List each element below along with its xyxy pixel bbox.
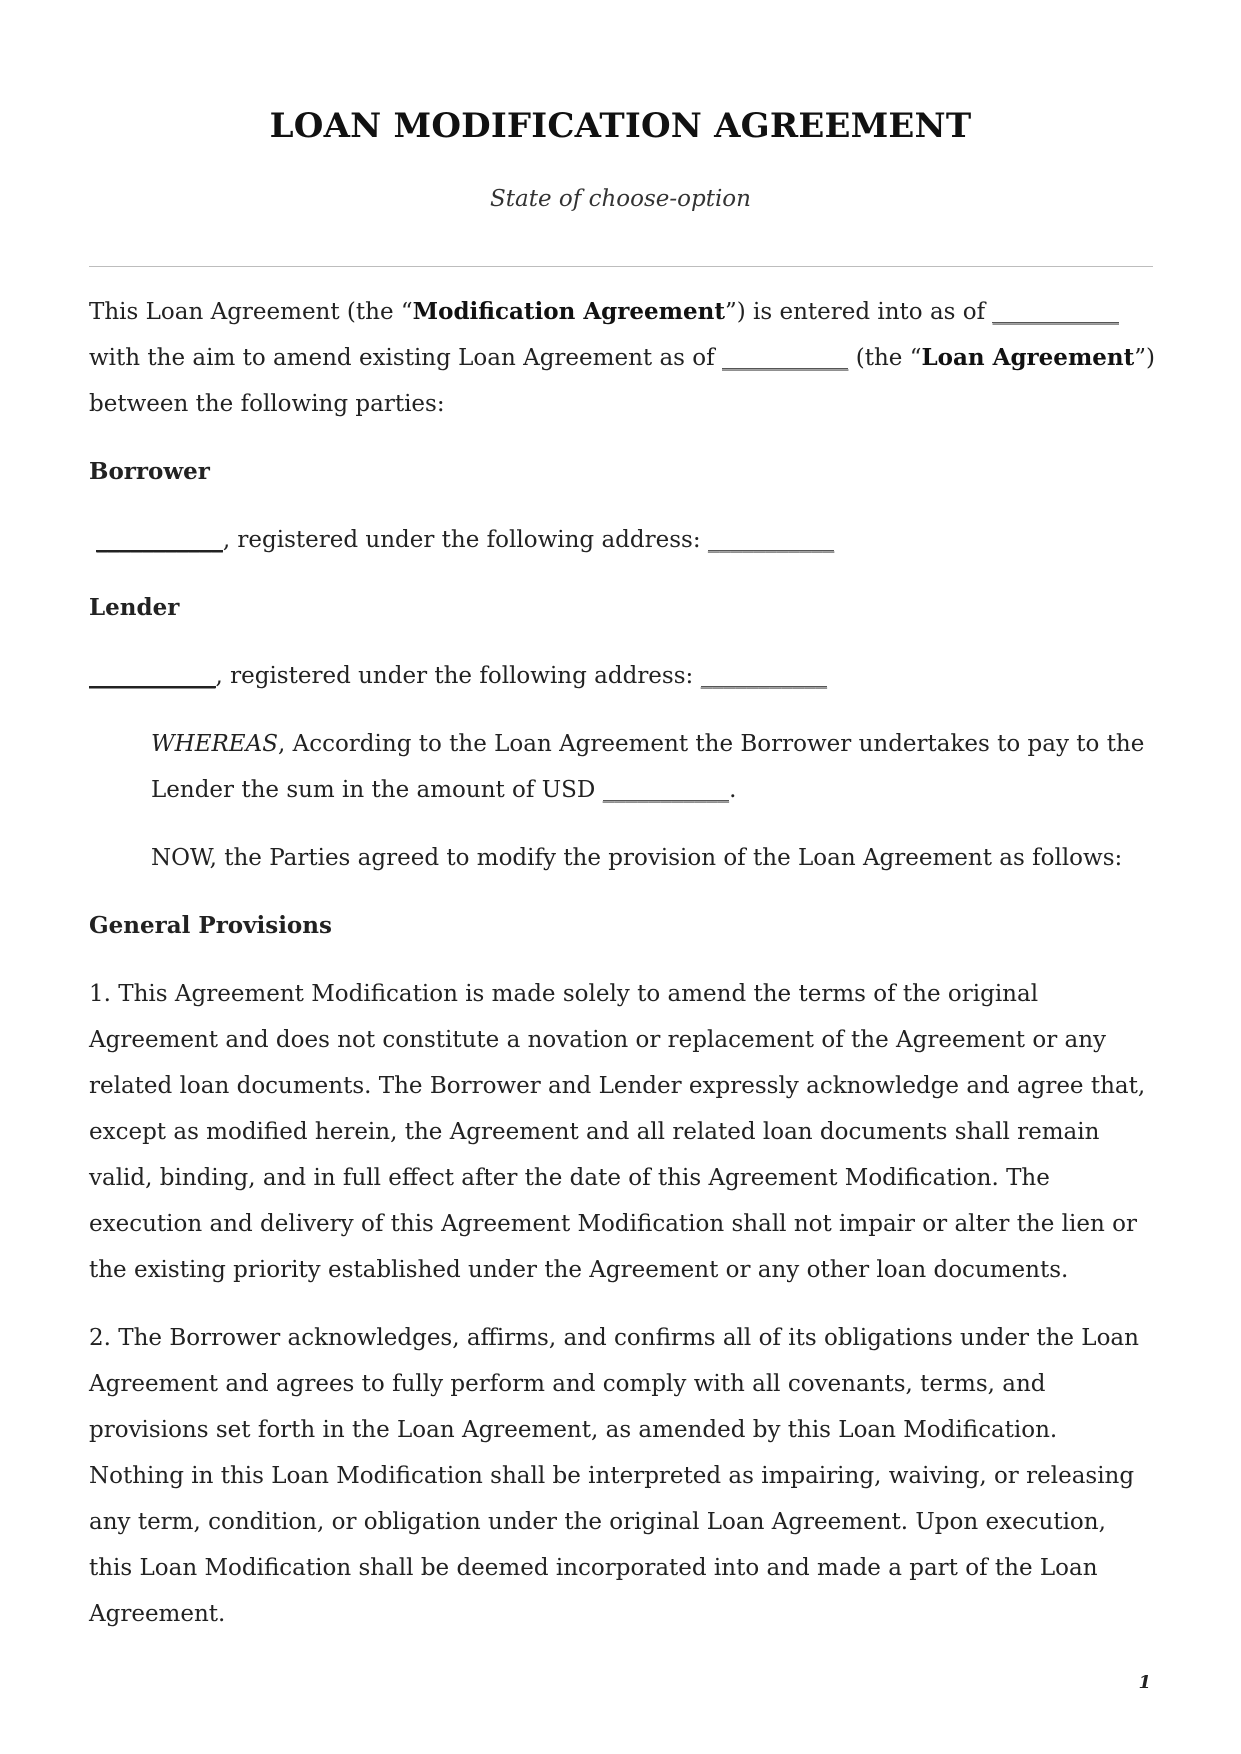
document-subtitle: State of choose-option <box>490 186 751 212</box>
whereas-text: , According to the Loan Agreement the Borrower undertakes to pay to the Lender the sum in the amount of USD <box>151 731 1145 803</box>
provision-2: 2. The Borrower acknowledges, affirms, and confirms all of its obligations under the Loan Agreement and agrees to fully perform and comply with all covenants, terms, and provisions set forth in the Loan Agreement, as amended by this Loan Modification. Nothing in this Loan Modification shall be interpreted as impairing, waiving, or releasing any term, condition, or obligation under the original Loan Agreement. Upon execution, this Loan Modification shall be deemed incorporated into and made a part of the Loan Agreement. <box>89 1325 1139 1627</box>
lender-heading: Lender <box>89 594 180 621</box>
lender-address-blank: ___________ <box>700 663 828 689</box>
now-paragraph: NOW, the Parties agreed to modify the provision of the Loan Agreement as follows: <box>151 845 1123 871</box>
intro-text-1: This Loan Agreement (the “ <box>89 299 413 325</box>
intro-text-4: (the “ <box>848 345 922 371</box>
intro-text-5: ”) between the following parties: <box>89 345 1155 417</box>
modification-agreement-term: Modification Agreement <box>412 298 725 325</box>
loan-amount-blank: ___________ <box>602 777 730 803</box>
lender-name-blank: ___________ <box>89 663 216 689</box>
page-number: 1 <box>1138 1672 1151 1693</box>
loan-agreement-term: Loan Agreement <box>921 344 1135 371</box>
borrower-address-text: , registered under the following address: <box>222 527 708 553</box>
intro-text-2: ”) is entered into as of <box>724 299 993 325</box>
borrower-address-blank: ___________ <box>707 527 835 553</box>
document-body <box>89 289 1155 1659</box>
provision-1: 1. This Agreement Modification is made solely to amend the terms of the original Agreement and does not constitute a novation or replacement of the Agreement or any related loan documents. The Borrower and Lender expressly acknowledge and agree that, except as modified herein, the Agreement and all related loan documents shall remain valid, binding, and in full effect after the date of this Agreement Modification. The execution and delivery of this Agreement Modification shall not impair or alter the lien or the existing priority established under the Agreement or any other loan documents. <box>89 981 1146 1283</box>
borrower-paragraph <box>89 517 1155 563</box>
general-provisions-heading: General Provisions <box>89 912 332 939</box>
lender-paragraph <box>89 653 1155 699</box>
divider <box>89 266 1153 267</box>
intro-text-3: with the aim to amend existing Loan Agreement as of <box>89 345 722 371</box>
borrower-name-blank: ___________ <box>96 527 223 553</box>
whereas-paragraph <box>151 721 1155 813</box>
intro-paragraph <box>89 289 1155 427</box>
lender-address-text: , registered under the following address: <box>215 663 701 689</box>
borrower-heading: Borrower <box>89 458 210 485</box>
whereas-term: WHEREAS <box>151 731 278 757</box>
whereas-end: . <box>729 777 737 803</box>
loan-agreement-date-blank: ___________ <box>721 345 849 371</box>
modification-date-blank: ___________ <box>992 299 1119 325</box>
document-title: LOAN MODIFICATION AGREEMENT <box>269 106 972 146</box>
